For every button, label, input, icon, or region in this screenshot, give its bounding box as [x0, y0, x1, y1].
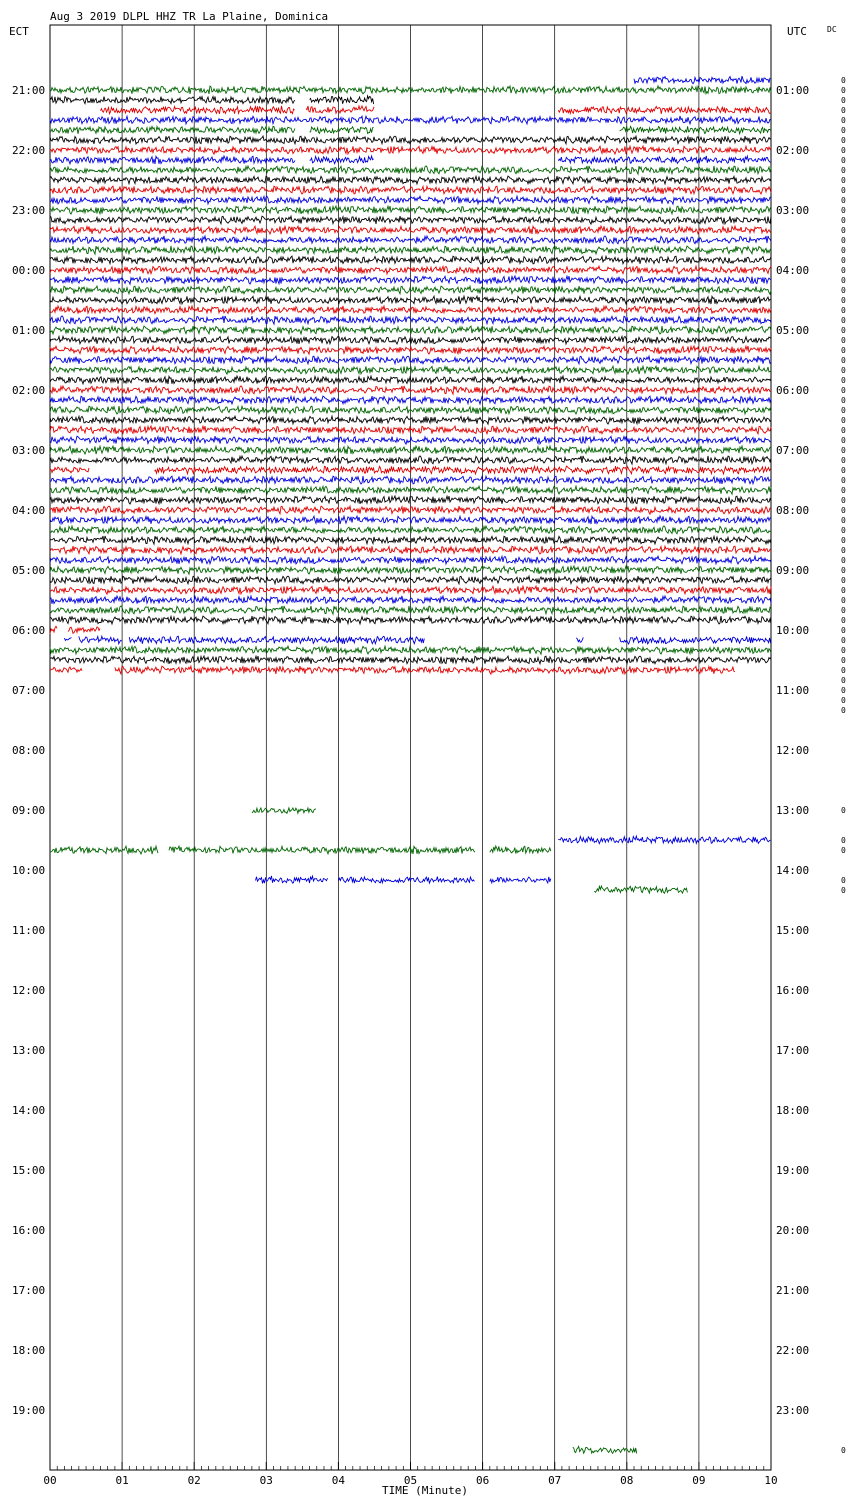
- dc-marker: 0: [841, 646, 846, 655]
- grid: [50, 25, 771, 1470]
- dc-marker: 0: [841, 476, 846, 485]
- x-tick-label: 02: [187, 1474, 201, 1487]
- ect-hour-label: 23:00: [12, 204, 46, 217]
- trace-segment: [490, 846, 551, 854]
- dc-marker: 0: [841, 666, 846, 675]
- dc-marker: 0: [841, 346, 846, 355]
- trace-segment: [634, 76, 770, 84]
- dc-marker: 0: [841, 316, 846, 325]
- dc-marker: 0: [841, 696, 846, 705]
- utc-hour-label: 14:00: [776, 864, 810, 877]
- ect-hour-label: 16:00: [12, 1224, 46, 1237]
- ect-hour-label: 14:00: [12, 1104, 46, 1117]
- trace-segment: [558, 156, 770, 164]
- trace-segment: [490, 877, 551, 883]
- chart-title: Aug 3 2019 DLPL HHZ TR La Plaine, Dominica: [50, 10, 329, 23]
- utc-hour-label: 04:00: [776, 264, 810, 277]
- x-tick-label: 03: [259, 1474, 273, 1487]
- trace-segment: [594, 886, 687, 893]
- dc-marker: 0: [841, 846, 846, 855]
- utc-hour-label: 07:00: [776, 444, 810, 457]
- ect-axis-label: ECT: [9, 25, 29, 38]
- dc-marker: 0: [841, 1446, 846, 1455]
- dc-marker: 0: [841, 276, 846, 285]
- trace-segment: [50, 126, 295, 133]
- dc-marker: 0: [841, 96, 846, 105]
- trace-segment: [50, 626, 57, 633]
- dc-marker: 0: [841, 326, 846, 335]
- dc-marker: 0: [841, 636, 846, 645]
- dc-marker: 0: [841, 416, 846, 425]
- utc-hour-label: 16:00: [776, 984, 810, 997]
- utc-hour-label: 09:00: [776, 564, 810, 577]
- utc-hour-label: 22:00: [776, 1344, 810, 1357]
- utc-hour-label: 02:00: [776, 144, 810, 157]
- dc-marker: 0: [841, 566, 846, 575]
- dc-marker: 0: [841, 386, 846, 395]
- dc-marker: 0: [841, 436, 846, 445]
- utc-hour-label: 19:00: [776, 1164, 810, 1177]
- dc-marker: 0: [841, 486, 846, 495]
- dc-marker: 0: [841, 586, 846, 595]
- dc-marker: 0: [841, 186, 846, 195]
- x-tick-label: 05: [403, 1474, 418, 1487]
- dc-marker: 0: [841, 116, 846, 125]
- dc-label: DC: [827, 25, 837, 34]
- trace-segment: [306, 106, 374, 113]
- utc-hour-label: 17:00: [776, 1044, 810, 1057]
- ect-hour-label: 13:00: [12, 1044, 46, 1057]
- x-tick-label: 01: [115, 1474, 129, 1487]
- ect-hour-label: 17:00: [12, 1284, 46, 1297]
- dc-marker: 0: [841, 266, 846, 275]
- utc-hour-label: 03:00: [776, 204, 810, 217]
- x-tick-label: 00: [43, 1474, 57, 1487]
- dc-marker: 0: [841, 626, 846, 635]
- dc-marker: 0: [841, 376, 846, 385]
- dc-marker: 0: [841, 556, 846, 565]
- ect-hour-label: 18:00: [12, 1344, 46, 1357]
- dc-marker: 0: [841, 516, 846, 525]
- ect-hour-label: 21:00: [12, 84, 46, 97]
- dc-marker: 0: [841, 176, 846, 185]
- x-tick-label: 08: [620, 1474, 634, 1487]
- dc-marker: 0: [841, 706, 846, 715]
- ect-hour-label: 10:00: [12, 864, 46, 877]
- x-tick-label: 06: [475, 1474, 490, 1487]
- trace-segment: [64, 637, 71, 640]
- trace-segment: [620, 636, 771, 644]
- dc-marker: 0: [841, 616, 846, 625]
- utc-hour-label: 10:00: [776, 624, 810, 637]
- dc-marker: 0: [841, 216, 846, 225]
- ect-hour-label: 05:00: [12, 564, 46, 577]
- trace-segment: [79, 636, 122, 643]
- dc-marker: 0: [841, 526, 846, 535]
- dc-marker: 0: [841, 806, 846, 815]
- dc-marker: 0: [841, 306, 846, 315]
- dc-marker: 0: [841, 466, 846, 475]
- trace-segment: [101, 106, 295, 114]
- dc-markers: [841, 76, 846, 1455]
- dc-marker: 0: [841, 356, 846, 365]
- ect-hour-label: 08:00: [12, 744, 46, 757]
- trace-segment: [310, 156, 374, 164]
- utc-hour-label: 05:00: [776, 324, 810, 337]
- ect-hour-label: 15:00: [12, 1164, 46, 1177]
- dc-marker: 0: [841, 406, 846, 415]
- dc-marker: 0: [841, 456, 846, 465]
- dc-marker: 0: [841, 676, 846, 685]
- utc-hour-label: 15:00: [776, 924, 810, 937]
- dc-marker: 0: [841, 596, 846, 605]
- utc-hour-label: 06:00: [776, 384, 810, 397]
- x-tick-label: 07: [548, 1474, 562, 1487]
- trace-segment: [310, 96, 374, 104]
- ect-hour-label: 03:00: [12, 444, 46, 457]
- dc-marker: 0: [841, 206, 846, 215]
- dc-marker: 0: [841, 196, 846, 205]
- dc-marker: 0: [841, 126, 846, 135]
- trace-segment: [115, 666, 735, 674]
- dc-marker: 0: [841, 76, 846, 85]
- utc-hour-label: 23:00: [776, 1404, 810, 1417]
- dc-marker: 0: [841, 236, 846, 245]
- utc-hour-label: 18:00: [776, 1104, 810, 1117]
- x-tick-label: 10: [764, 1474, 778, 1487]
- trace-segment: [50, 667, 82, 672]
- ect-hour-label: 00:00: [12, 264, 46, 277]
- dc-marker: 0: [841, 146, 846, 155]
- trace-segment: [169, 846, 475, 854]
- x-tick-label: 09: [692, 1474, 706, 1487]
- dc-marker: 0: [841, 576, 846, 585]
- trace-segment: [558, 107, 770, 114]
- utc-hour-label: 08:00: [776, 504, 810, 517]
- dc-marker: 0: [841, 366, 846, 375]
- trace-segment: [620, 126, 771, 134]
- trace-segment: [50, 467, 89, 473]
- dc-marker: 0: [841, 606, 846, 615]
- dc-marker: 0: [841, 426, 846, 435]
- trace-segment: [310, 127, 374, 134]
- x-axis-title: TIME (Minute): [381, 1484, 469, 1497]
- dc-marker: 0: [841, 296, 846, 305]
- trace-segment: [50, 156, 295, 164]
- dc-marker: 0: [841, 496, 846, 505]
- utc-hour-label: 13:00: [776, 804, 810, 817]
- trace-segment: [576, 637, 583, 642]
- dc-marker: 0: [841, 156, 846, 165]
- dc-marker: 0: [841, 86, 846, 95]
- utc-hour-label: 12:00: [776, 744, 810, 757]
- dc-marker: 0: [841, 166, 846, 175]
- dc-marker: 0: [841, 136, 846, 145]
- x-tick-label: 04: [331, 1474, 346, 1487]
- dc-marker: 0: [841, 836, 846, 845]
- dc-marker: 0: [841, 256, 846, 265]
- dc-marker: 0: [841, 656, 846, 665]
- dc-marker: 0: [841, 396, 846, 405]
- ect-hour-label: 04:00: [12, 504, 46, 517]
- ect-hour-label: 07:00: [12, 684, 46, 697]
- dc-marker: 0: [841, 536, 846, 545]
- trace-segment: [68, 627, 100, 633]
- ect-hour-label: 09:00: [12, 804, 46, 817]
- dc-marker: 0: [841, 286, 846, 295]
- dc-marker: 0: [841, 336, 846, 345]
- utc-hour-label: 01:00: [776, 84, 810, 97]
- dc-marker: 0: [841, 506, 846, 515]
- trace-segment: [252, 808, 316, 813]
- utc-hour-label: 11:00: [776, 684, 810, 697]
- dc-marker: 0: [841, 876, 846, 885]
- ect-hour-label: 12:00: [12, 984, 46, 997]
- dc-marker: 0: [841, 446, 846, 455]
- dc-marker: 0: [841, 246, 846, 255]
- dc-marker: 0: [841, 226, 846, 235]
- ect-hour-label: 11:00: [12, 924, 46, 937]
- dc-marker: 0: [841, 106, 846, 115]
- trace-segment: [50, 846, 158, 854]
- ect-hour-label: 19:00: [12, 1404, 46, 1417]
- dc-marker: 0: [841, 886, 846, 895]
- utc-axis-label: UTC: [787, 25, 807, 38]
- dc-marker: 0: [841, 686, 846, 695]
- ect-hour-label: 02:00: [12, 384, 46, 397]
- ect-hour-label: 06:00: [12, 624, 46, 637]
- utc-hour-label: 20:00: [776, 1224, 810, 1237]
- trace-segment: [155, 466, 771, 474]
- ect-hour-label: 01:00: [12, 324, 46, 337]
- ect-hour-label: 22:00: [12, 144, 46, 157]
- trace-segment: [129, 636, 424, 644]
- trace-segment: [338, 877, 474, 884]
- trace-segment: [558, 836, 770, 844]
- trace-segment: [50, 97, 295, 104]
- utc-hour-label: 21:00: [776, 1284, 810, 1297]
- dc-marker: 0: [841, 546, 846, 555]
